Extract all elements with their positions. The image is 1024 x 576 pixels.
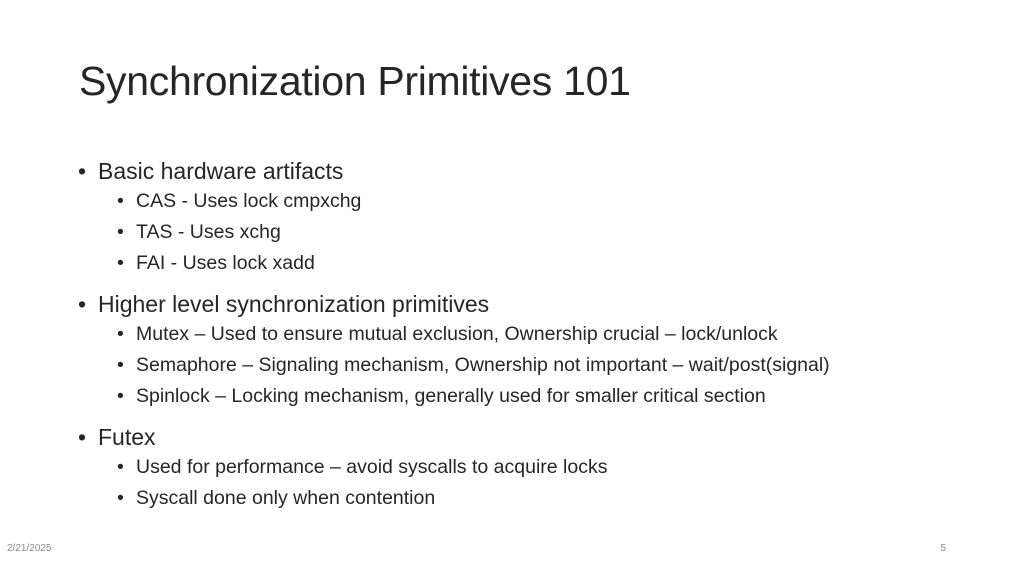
bullet-icon: •: [117, 323, 124, 345]
sub-bullet-performance: [117, 452, 978, 483]
bullet-text: Futex: [98, 424, 156, 450]
bullet-icon: •: [117, 487, 124, 509]
bullet-icon: •: [117, 354, 124, 376]
footer-date: 2/21/2025: [7, 543, 52, 554]
bullet-icon: •: [117, 252, 124, 274]
bullet-text: Higher level synchronization primitives: [98, 291, 490, 317]
bullet-higher-level-primitives: [78, 289, 978, 319]
sub-bullet-text: TAS - Uses xchg: [136, 221, 281, 243]
sub-bullet-semaphore: [117, 350, 978, 381]
slide-body: [78, 156, 978, 514]
sub-bullet-text: FAI - Uses lock xadd: [136, 252, 315, 274]
bullet-icon: •: [117, 221, 124, 243]
sub-bullet-text: Semaphore – Signaling mechanism, Ownership not important – wait/post(signal): [136, 354, 830, 376]
sub-bullet-text: Used for performance – avoid syscalls to acquire locks: [136, 456, 608, 478]
sub-bullet-cas: [117, 186, 978, 217]
bullet-icon: •: [117, 190, 124, 212]
bullet-basic-hardware-artifacts: [78, 156, 978, 186]
sub-bullet-tas: [117, 217, 978, 248]
slide-page-number: 5: [940, 543, 946, 554]
sub-bullet-contention: [117, 483, 978, 514]
sub-bullet-text: Spinlock – Locking mechanism, generally used for smaller critical section: [136, 385, 766, 407]
sub-bullet-text: CAS - Uses lock cmpxchg: [136, 190, 362, 212]
sub-bullet-mutex: [117, 319, 978, 350]
bullet-icon: •: [117, 385, 124, 407]
bullet-icon: •: [78, 291, 87, 317]
slide-title: Synchronization Primitives 101: [79, 58, 631, 104]
bullet-icon: •: [78, 424, 87, 450]
bullet-icon: •: [78, 158, 87, 184]
bullet-text: Basic hardware artifacts: [98, 158, 344, 184]
sub-bullet-text: Syscall done only when contention: [136, 487, 436, 509]
bullet-futex: [78, 422, 978, 452]
sub-bullet-spinlock: [117, 381, 978, 412]
bullet-icon: •: [117, 456, 124, 478]
sub-bullet-text: Mutex – Used to ensure mutual exclusion, Ownership crucial – lock/unlock: [136, 323, 778, 345]
sub-bullet-fai: [117, 248, 978, 279]
